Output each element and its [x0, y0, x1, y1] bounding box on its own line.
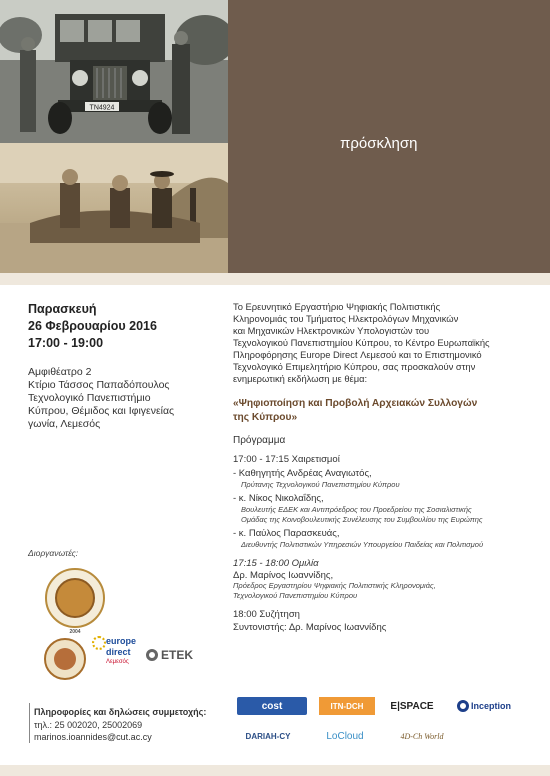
intro-line: Κληρονομιάς του Τμήματος Ηλεκτρολόγων Μηχανικών — [233, 313, 459, 324]
itn-dch-label: ITN-DCH — [330, 701, 364, 711]
speaker-role: Βουλευτής ΕΔΕΚ και Αντιπρόεδρος του Προεδρείου της Σοσιαλιστικής — [241, 505, 472, 514]
contact-info — [28, 706, 206, 744]
europe-direct-word-2: direct — [106, 647, 131, 657]
contact-phone: τηλ.: 25 002020, 25002069 — [34, 719, 143, 730]
venue-line: Κύπρου, Θέμιδος και Ιφιγενείας — [28, 405, 175, 417]
europe-direct-word-1: europe — [106, 636, 137, 646]
seal-inner-icon — [54, 648, 76, 670]
historic-photo-bus — [0, 0, 228, 143]
speaker-name: - κ. Παύλος Παρασκευάς, — [233, 528, 340, 539]
theme-line: «Ψηφιοποίηση και Προβολή Αρχειακών Συλλογών — [233, 398, 478, 409]
venue-line: Αμφιθέατρο 2 — [28, 366, 92, 378]
event-date: 26 Φεβρουαρίου 2016 — [28, 319, 157, 333]
inception-logo — [454, 697, 514, 715]
main-speaker-role: Τεχνολογικού Πανεπιστημίου Κύπρου — [233, 591, 358, 600]
program-slot-greetings: 17:00 - 17:15 Χαιρετισμοί — [233, 454, 340, 465]
historic-photo-car-passengers — [0, 143, 228, 273]
intro-line: Τεχνολογικό Επιμελητήριο Κύπρου, σας προσκαλούν στην — [233, 361, 476, 372]
program-label: Πρόγραμμα — [233, 435, 286, 446]
seal-inner-icon — [55, 578, 95, 618]
event-time: 17:00 - 19:00 — [28, 336, 104, 350]
event-day: Παρασκευή — [28, 302, 97, 316]
license-plate: TN4924 — [89, 104, 115, 112]
event-details — [28, 301, 218, 431]
divider-strip — [0, 273, 550, 285]
cut-seal-logo — [45, 568, 105, 628]
cost-logo — [237, 697, 307, 715]
espace-label: E|SPACE — [390, 700, 434, 712]
event-venue — [28, 366, 218, 431]
europe-direct-city: Λεμεσός — [106, 659, 129, 665]
speaker-role: Πρύτανης Τεχνολογικού Πανεπιστημίου Κύπρου — [241, 480, 400, 489]
lab-seal-logo — [44, 638, 86, 680]
itn-dch-logo — [319, 697, 375, 715]
speaker-name: - Καθηγητής Ανδρέας Αναγιωτός, — [233, 468, 372, 479]
car-photo-illustration — [0, 143, 228, 273]
espace-logo — [386, 698, 438, 714]
program-slot-discussion: 18:00 Συζήτηση — [233, 609, 300, 620]
cost-label: cost — [261, 700, 283, 712]
invitation-title: πρόσκληση — [340, 135, 418, 152]
cut-logo-year: 2004 — [69, 629, 81, 635]
intro-text — [233, 301, 538, 385]
speaker-name: - κ. Νίκος Νικολαΐδης, — [233, 493, 324, 504]
organizers-label: Διοργανωτές: — [28, 548, 79, 558]
invitation-body — [233, 301, 538, 634]
inception-label: Inception — [471, 701, 511, 711]
footer-strip — [0, 765, 550, 776]
intro-line: Το Ερευνητικό Εργαστήριο Ψηφιακής Πολιτιστικής — [233, 301, 441, 312]
europe-direct-logo — [92, 634, 140, 678]
locloud-logo — [320, 728, 370, 744]
program-speaker — [233, 493, 538, 525]
program-slot-talk: 17:15 - 18:00 Ομιλία — [233, 558, 319, 569]
world-label: 4D-Ch World — [400, 731, 444, 741]
locloud-label: LoCloud — [326, 730, 364, 742]
intro-line: Τεχνολογικού Πανεπιστημίου Κύπρου, το Κέντρο Ευρωπαϊκής — [233, 337, 490, 348]
program-moderator: Συντονιστής: Δρ. Μαρίνος Ιωαννίδης — [233, 622, 387, 633]
eu-stars-icon — [92, 636, 106, 650]
event-theme — [233, 397, 538, 425]
intro-line: ενημερωτική εκδήλωση με θέμα: — [233, 373, 368, 384]
main-speaker-name: Δρ. Μαρίνος Ιωαννίδης, — [233, 570, 334, 581]
dariah-label: DARIAH-CY — [245, 731, 291, 741]
venue-line: Κτίριο Τάσσος Παπαδόπουλος — [28, 379, 170, 391]
contact-title: Πληροφορίες και δηλώσεις συμμετοχής: — [34, 707, 207, 717]
inception-circle-icon — [457, 700, 469, 712]
theme-line: της Κύπρου» — [233, 412, 298, 423]
etek-label: ΕΤΕΚ — [161, 648, 194, 662]
intro-line: Πληροφόρησης Europe Direct Λεμεσού και το Επιστημονικό — [233, 349, 482, 360]
speaker-role: Διευθυντής Πολιτιστικών Υπηρεσιών Υπουργείου Παιδείας και Πολιτισμού — [241, 540, 484, 549]
program-speaker — [233, 528, 538, 550]
bus-photo-illustration — [0, 0, 228, 143]
venue-line: Τεχνολογικό Πανεπιστήμιο — [28, 392, 151, 404]
venue-line: γωνία, Λεμεσός — [28, 418, 101, 430]
dariah-logo — [236, 728, 300, 744]
4d-ch-world-logo — [386, 728, 458, 744]
intro-line: και Μηχανικών Ηλεκτρονικών Υπολογιστών του — [233, 325, 430, 336]
main-speaker-role: Πρόεδρος Εργαστηρίου Ψηφιακής Πολιτιστικής Κληρονομιάς, — [233, 581, 436, 590]
contact-email[interactable]: marinos.ioannides@cut.ac.cy — [34, 732, 152, 742]
program-speaker — [233, 468, 538, 490]
etek-gear-icon — [146, 649, 158, 661]
speaker-role: Ομάδας της Κοινοβουλευτικής Συνέλευσης του Συμβουλίου της Ευρώπης — [241, 515, 483, 524]
etek-logo — [146, 647, 208, 663]
